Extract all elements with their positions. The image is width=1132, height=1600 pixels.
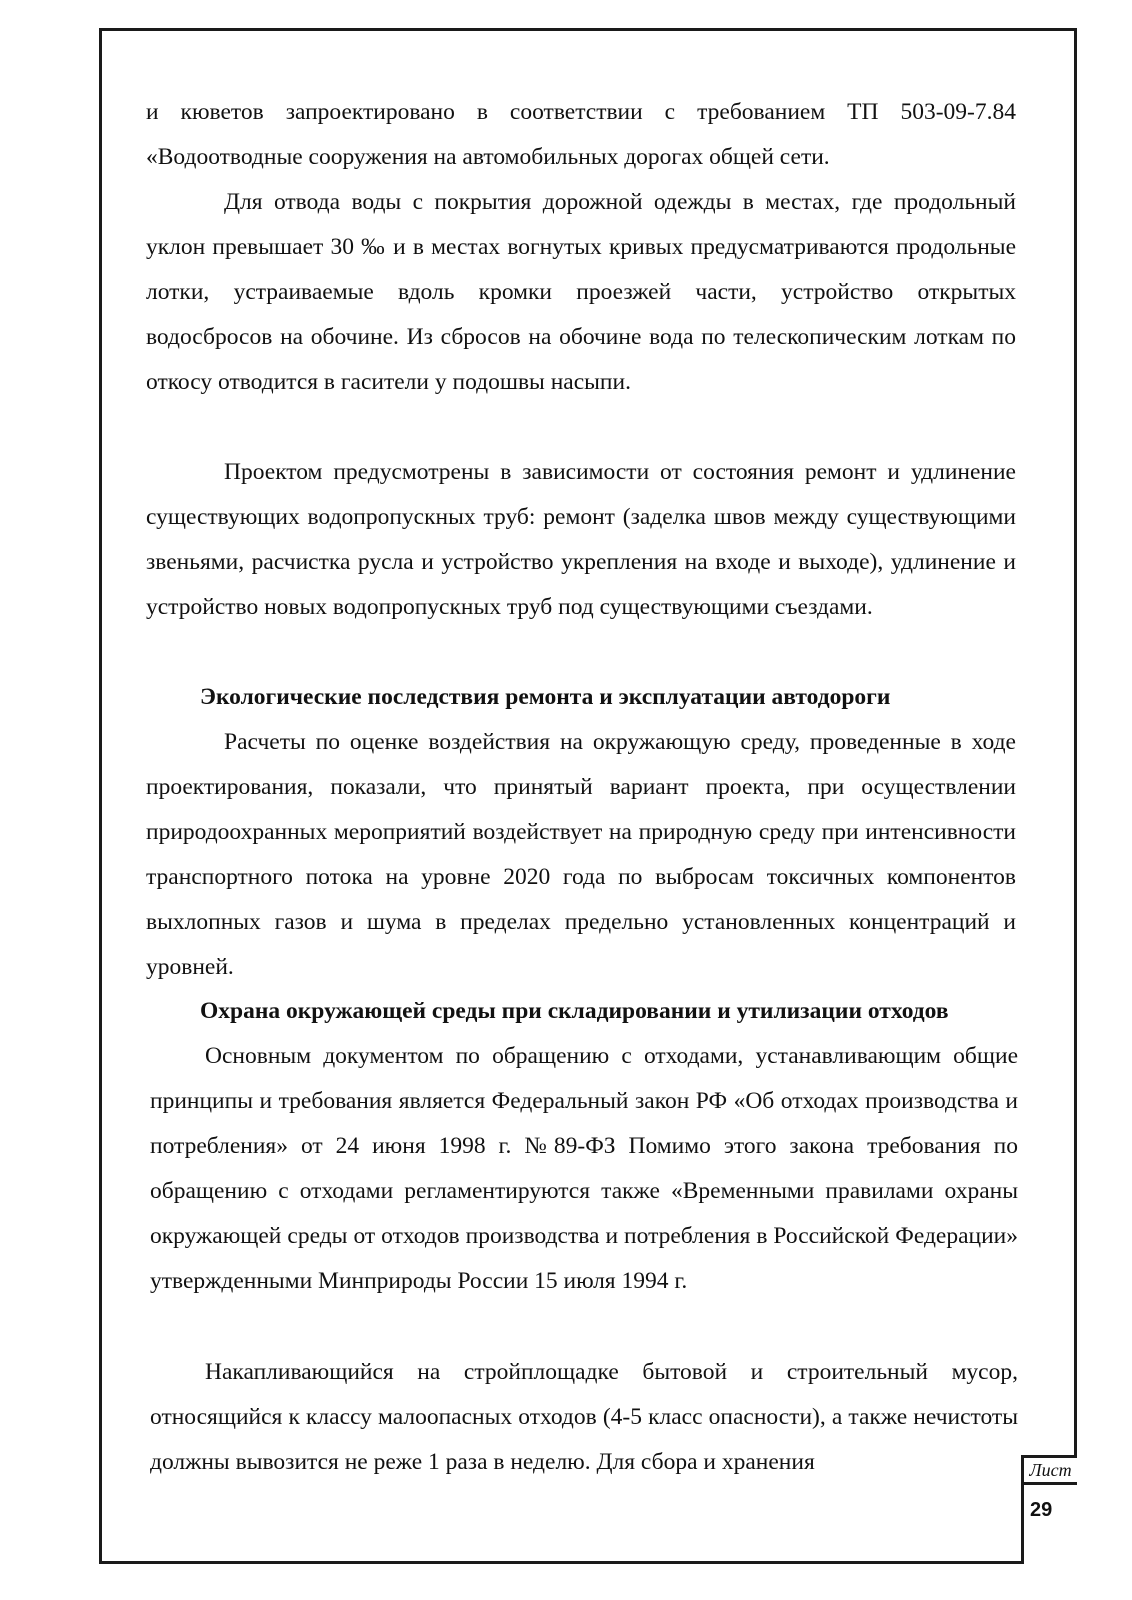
paragraph-impact-assessment: Расчеты по оценке воздействия на окружающую среду, проведенные в ходе проектирования, показали, что принятый вариант проекта, при осуществлении природоохранных мероприятий воздействует на природную среду при интенсивности транспортного потока на уровне 2020 года по выбросам токсичных компонентов выхлопных газов и шума в пределах предельно установленных концентраций и уровней. (146, 729, 1016, 980)
paragraph-waste-removal: Накапливающийся на стройплощадке бытовой и строительный мусор, относящийся к классу малоопасных отходов (4-5 класс опасности), а также нечистоты должны вывозится не реже 1 раза в неделю. Для сбора и хранения (150, 1359, 1018, 1475)
paragraph-water-drainage: Для отвода воды с покрытия дорожной одежды в местах, где продольный уклон превышает 30 ‰ и в местах вогнутых кривых предусматриваются продольные лотки, устраиваемые вдоль кромки проезжей части, устройство открытых водосбросов на обочине. Из сбросов на обочине вода по телескопическим лоткам по откосу отводится в гасители у подошвы насыпи. (146, 189, 1016, 395)
paragraph-waste-law: Основным документом по обращению с отходами, устанавливающим общие принципы и требования является Федеральный закон РФ «Об отходах производства и потребления» от 24 июня 1998 г. №89-ФЗ Помимо этого закона требования по обращению с отходами регламентируются также «Временными правилами охраны окружающей среды от отходов производства и потребления в Российской Федерации» утвержденными Минприроды России 15 июля 1994 г. (150, 1043, 1018, 1294)
sheet-number: 29 (1021, 1485, 1077, 1564)
sheet-label: Лист (1021, 1455, 1077, 1485)
paragraph-drainage-intro: и кюветов запроектировано в соответствии с требованием ТП 503-09-7.84 «Водоотводные сооружения на автомобильных дорогах общей сети. (146, 99, 1016, 170)
heading-waste-protection: Охрана окружающей среды при складировании и утилизации отходов (200, 998, 949, 1024)
paragraph-pipes-repair: Проектом предусмотрены в зависимости от состояния ремонт и удлинение существующих водопропускных труб: ремонт (заделка швов между существующими звеньями, расчистка русла и устройство укрепления на входе и выходе), удлинение и устройство новых водопропускных труб под существующими съездами. (146, 459, 1016, 620)
heading-ecological-consequences: Экологические последствия ремонта и эксплуатации автодороги (200, 684, 891, 710)
